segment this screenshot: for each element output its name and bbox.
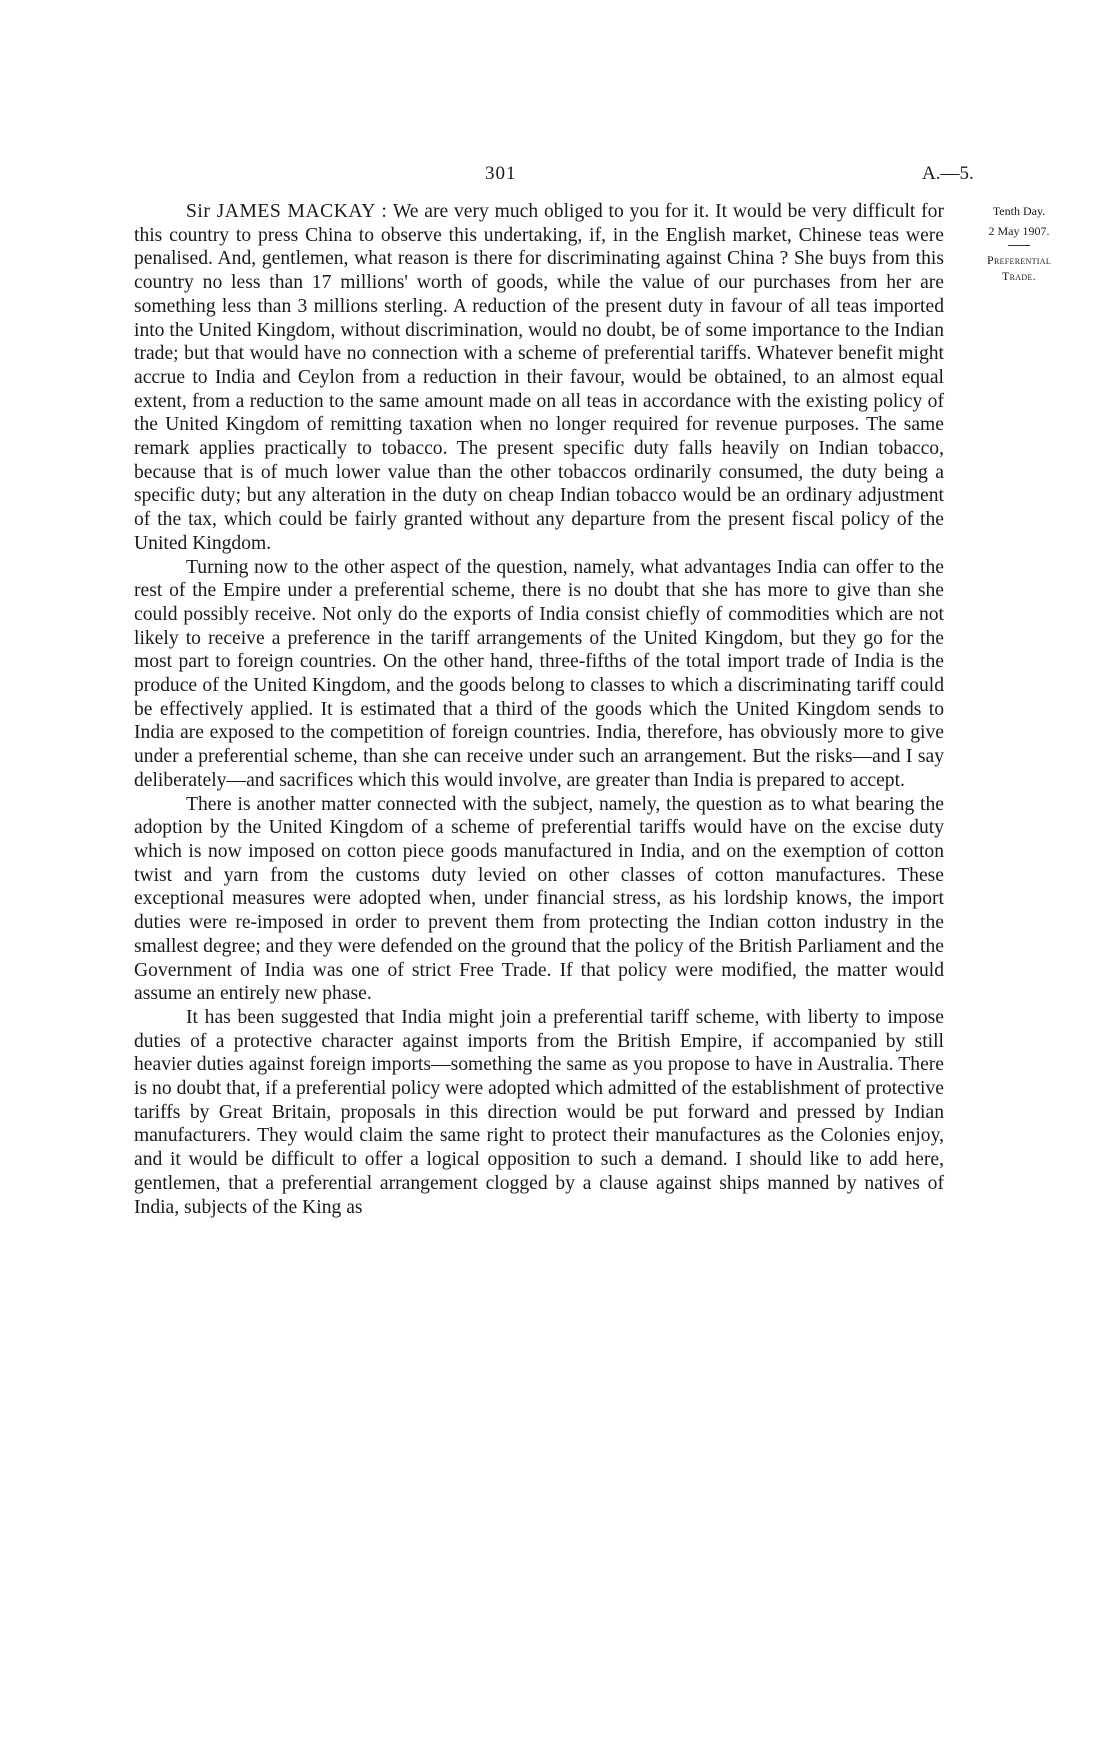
speaker-name: Sir JAMES MACKAY :: [186, 201, 388, 222]
paragraph-2: Turning now to the other aspect of the question, namely, what advantages India can offer to the rest of the Empire under a preferential scheme, there is no doubt that she has more to give than she could possibly receive. Not only do the exports of India consist chiefly of commodities which are not likely to receive a preference in the tariff arrangements of the United Kingdom, but they go for the most part to foreign countries. On the other hand, three-fifths of the total import trade of India is the produce of the United Kingdom, and the goods belong to classes to which a discriminating tariff could be effectively applied. It is estimated that a third of the goods which the United Kingdom sends to India are exposed to the competition of foreign countries. India, therefore, has obviously more to give under a preferential scheme, than she can receive under such an arrangement. But the risks—and I say deliberately—and sacrifices which this would involve, are greater than India is prepared to accept.: [134, 556, 944, 791]
margin-topic: [960, 252, 1078, 284]
paragraph-1: [134, 200, 944, 556]
margin-day: Tenth Day.: [992, 204, 1046, 218]
body-text: [134, 200, 944, 1219]
paragraph-4: It has been suggested that India might join a preferential tariff scheme, with liberty to impose duties of a protective character against imports from the British Empire, if accompanied by still heavier duties against foreign imports—something the same as you propose to have in Australia. There is no doubt that, if a preferential policy were adopted which admitted of the establishment of protective tariffs by Great Britain, proposals in this direction would be put forward and pressed by Indian manufacturers. They would claim the same right to protect their manufactures as the Colonies enjoy, and it would be difficult to offer a logical opposition to such a demand. I should like to add here, gentlemen, that a preferential arrangement clogged by a clause against ships manned by natives of India, subjects of the King as: [134, 1006, 944, 1218]
document-reference: A.—5.: [922, 163, 974, 184]
paragraph-3: There is another matter connected with the subject, namely, the question as to what bearing the adoption by the United Kingdom of a scheme of preferential tariffs would have on the excise duty which is now imposed on cotton piece goods manufactured in India, and on the exemption of cotton twist and yarn from the customs duty levied on other classes of cotton manufactures. These exceptional measures were adopted when, under financial stress, as his lordship knows, the import duties were re-imposed in order to prevent them from protecting the Indian cotton industry in the smallest degree; and they were defended on the ground that the policy of the British Parliament and the Government of India was one of strict Free Trade. If that policy were modified, the matter would assume an entirely new phase.: [134, 793, 944, 1005]
margin-note: [960, 201, 1078, 284]
margin-topic-line1: Preferential: [986, 253, 1052, 267]
paragraph-1-text: We are very much obliged to you for it. It would be very difficult for this country to press China to observe this undertaking, if, in the English market, Chinese teas were penalised. And, gentlemen, what reason is there for discriminating against China ? She buys from this country no less than 17 millions' worth of goods, while the value of our purchases from her are something less than 3 millions sterling. A reduction of the present duty in favour of all teas imported into the United Kingdom, without discrimination, would no doubt, be of some importance to the Indian trade; but that would have no connection with a scheme of preferential tariffs. Whatever benefit might accrue to India and Ceylon from a reduction in their favour, would be obtained, to an almost equal extent, from a reduction to the same amount made on all teas in accordance with the existing policy of the United Kingdom of remitting taxation when no longer required for revenue purposes. The same remark applies practically to tobacco. The present specific duty falls heavily on Indian tobacco, because that is of much lower value than the other tobaccos ordinarily consumed, the duty being a specific duty; but any alteration in the duty on cheap Indian tobacco would be an ordinary adjustment of the tax, which could be fairly granted without any departure from the present fiscal policy of the United Kingdom.: [134, 201, 944, 554]
margin-date: 2 May 1907.: [988, 224, 1050, 238]
margin-rule: [1008, 245, 1030, 246]
page-number: 301: [485, 163, 517, 184]
margin-topic-line2: Trade.: [1002, 269, 1036, 283]
